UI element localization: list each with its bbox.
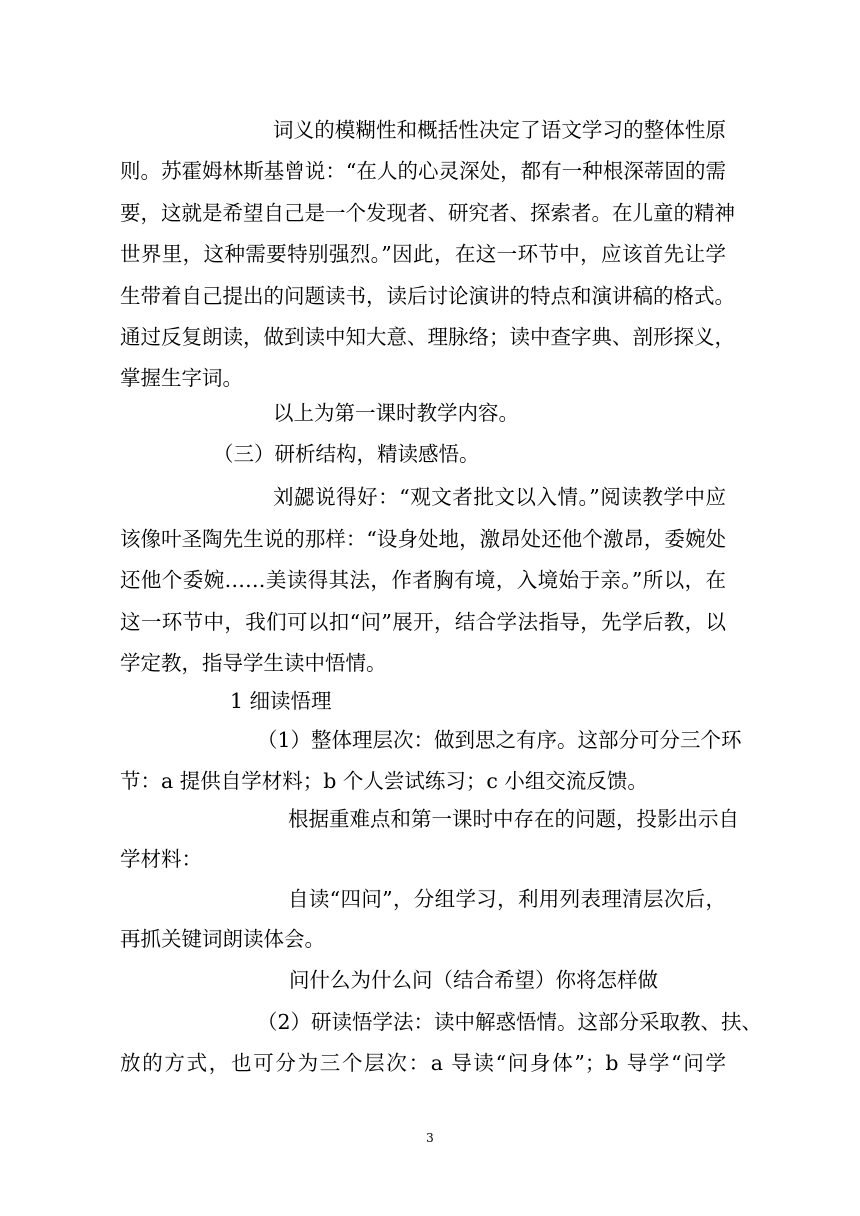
- paragraph-line: 要，这就是希望自己是一个发现者、研究者、探索者。在儿童的精神: [120, 201, 735, 225]
- section-heading: （三）研析结构，精读感悟。: [213, 442, 480, 466]
- table-header-line: 问什么为什么问（结合希望）你将怎样做: [289, 968, 658, 992]
- paragraph-line: 则。苏霍姆林斯基曾说：“在人的心灵深处，都有一种根深蒂固的需: [120, 159, 726, 183]
- paragraph-line: 以上为第一课时教学内容。: [273, 401, 519, 425]
- paragraph-line: （2）研读悟学法：读中解惑悟情。这部分采取教、扶、: [257, 1010, 763, 1034]
- subsection-heading: 1 细读悟理: [230, 689, 332, 713]
- paragraph-line: 这一环节中，我们可以扣“问”展开，结合学法指导，先学后教，以: [120, 610, 726, 634]
- paragraph-line: 根据重难点和第一课时中存在的问题，投影出示自: [288, 807, 739, 831]
- paragraph-line: 学材料：: [120, 847, 202, 871]
- paragraph-line: 节：a 提供自学材料；b 个人尝试练习；c 小组交流反馈。: [120, 769, 648, 793]
- paragraph-line: （1）整体理层次：做到思之有序。这部分可分三个环: [257, 728, 742, 752]
- paragraph-line: 学定教，指导学生读中悟情。: [120, 651, 387, 675]
- paragraph-line: 词义的模糊性和概括性决定了语文学习的整体性原: [273, 118, 726, 142]
- paragraph-line: 掌握生字词。: [120, 366, 243, 390]
- paragraph-line: 刘勰说得好：“观文者批文以入情。”阅读教学中应: [273, 485, 726, 509]
- paragraph-line: 放的方式，也可分为三个层次：a 导读“问身体”；b 导学“问学: [120, 1051, 726, 1075]
- paragraph-line: 再抓关键词朗读体会。: [120, 927, 325, 951]
- paragraph-line: 世界里，这种需要特别强烈。”因此，在这一环节中，应该首先让学: [120, 242, 726, 266]
- paragraph-line: 该像叶圣陶先生说的那样：“设身处地，激昂处还他个激昂，委婉处: [120, 527, 726, 551]
- paragraph-line: 生带着自己提出的问题读书，读后讨论演讲的特点和演讲稿的格式。: [120, 284, 735, 308]
- paragraph-line: 还他个委婉……美读得其法，作者胸有境，入境始于亲。”所以，在: [120, 568, 726, 592]
- paragraph-line: 自读“四问”，分组学习，利用列表理清层次后，: [288, 887, 726, 911]
- page-number: 3: [426, 1131, 434, 1145]
- paragraph-line: 通过反复朗读，做到读中知大意、理脉络；读中查字典、剖形探义，: [120, 325, 735, 349]
